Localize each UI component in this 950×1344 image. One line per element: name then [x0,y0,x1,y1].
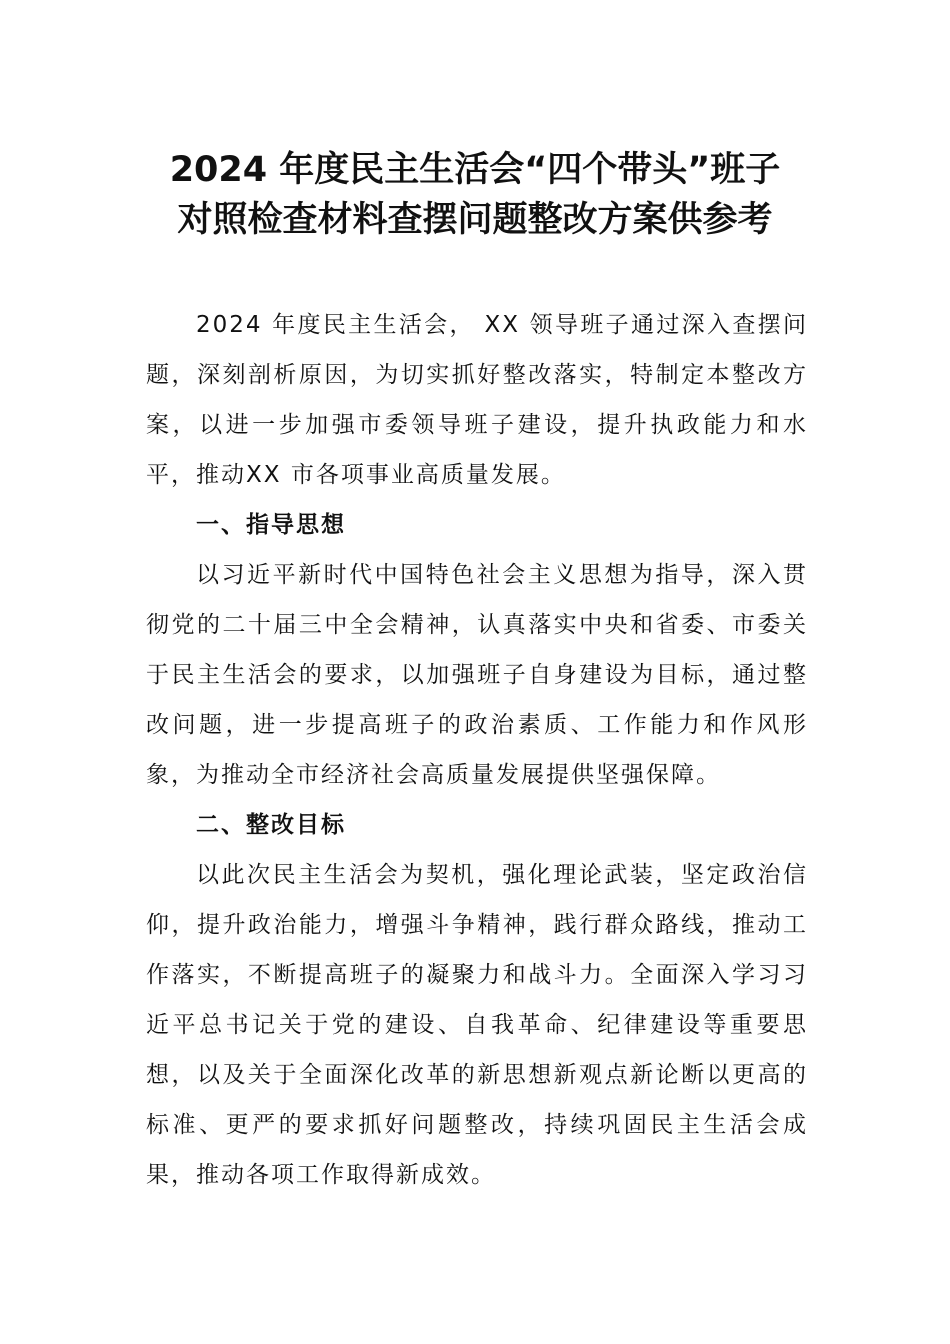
section-heading-guiding-ideology: 一、指导思想 [196,512,346,538]
document-title-line-1: 2024 年度民主生活会“四个带头”班子 [169,150,781,190]
section-paragraph-guiding-ideology: 以习近平新时代中国特色社会主义思想为指导，深入贯彻党的二十届三中全会精神，认真落实中央和省委、市委关于民主生活会的要求，以加强班子自身建设为目标，通过整改问题，进一步提高班子的政治素质、工作能力和作风形象，为推动全市经济社会高质量发展提供坚强保障。 [146,562,808,788]
document-body [146,300,808,1200]
document-title-line-2: 对照检查材料查摆问题整改方案供参考 [177,200,773,240]
intro-paragraph: 2024 年度民主生活会， XX 领导班子通过深入查摆问题，深刻剖析原因，为切实抓好整改落实，特制定本整改方案，以进一步加强市委领导班子建设，提升执政能力和水平，推动XX 市各项事业高质量发展。 [146,312,808,488]
section-paragraph-rectification-goals: 以此次民主生活会为契机，强化理论武装，坚定政治信仰，提升政治能力，增强斗争精神，践行群众路线，推动工作落实，不断提高班子的凝聚力和战斗力。全面深入学习习近平总书记关于党的建设、自我革命、纪律建设等重要思想，以及关于全面深化改革的新思想新观点新论断以更高的标准、更严的要求抓好问题整改，持续巩固民主生活会成果，推动各项工作取得新成效。 [146,862,808,1188]
section-heading-rectification-goals: 二、整改目标 [196,812,346,838]
